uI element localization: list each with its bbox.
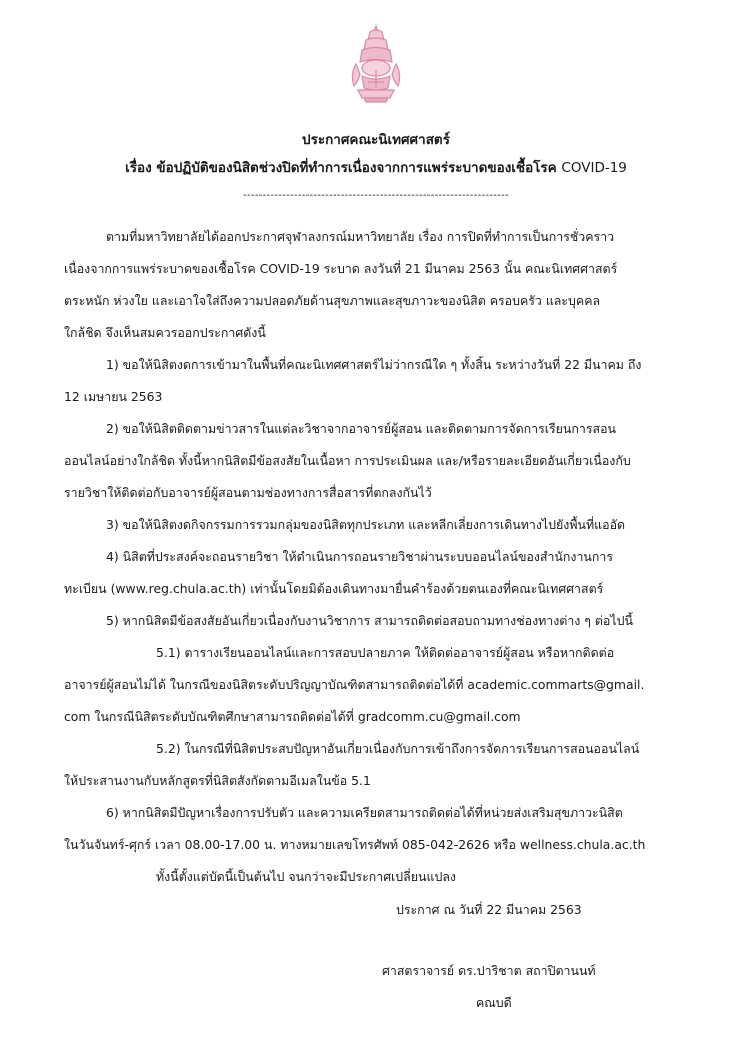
signer-name: ศาสตราจารย์ ดร.ปาริชาต สถาปิตานนท์ [382,963,596,978]
text-line: 2) ขอให้นิสิตติดตามข่าวสารในแต่ละวิชาจากอาจารย์ผู้สอน และติดตามการจัดการเรียนการสอน [106,421,616,436]
text-line: อาจารย์ผู้สอนไม่ได้ ในกรณีของนิสิตระดับปริญญาบัณฑิตสามารถติดต่อได้ที่ academic.commarts@gmail. [64,677,645,692]
text-line: 12 เมษายน 2563 [64,389,163,404]
divider: -------------------------------------------------------------------- [243,190,509,201]
text-line: ในวันจันทร์-ศุกร์ เวลา 08.00-17.00 น. ทางหมายเลขโทรศัพท์ 085-042-2626 หรือ wellness.chula.ac.th [64,837,646,852]
subject-thai: เรื่อง ข้อปฏิบัติของนิสิตช่วงปิดที่ทำการเนื่องจากการแพร่ระบาดของเชื้อโรค [125,160,557,176]
text-line: ทะเบียน (www.reg.chula.ac.th) เท่านั้นโดยมิต้องเดินทางมายื่นคำร้องด้วยตนเองที่คณะนิเทศศาสตร์ [64,581,604,596]
text-line: 5.2) ในกรณีที่นิสิตประสบปัญหาอันเกี่ยวเนื่องกับการเข้าถึงการจัดการเรียนการสอนออนไลน์ [156,741,640,756]
text-line: 4) นิสิตที่ประสงค์จะถอนรายวิชา ให้ดำเนินการถอนรายวิชาผ่านระบบออนไลน์ของสำนักงานการ [106,549,613,564]
text-line: 6) หากนิสิตมีปัญหาเรื่องการปรับตัว และความเครียดสามารถติดต่อได้ที่หน่วยส่งเสริมสุขภาวะนิสิต [106,805,623,820]
text-line: 1) ขอให้นิสิตงดการเข้ามาในพื้นที่คณะนิเทศศาสตร์ไม่ว่ากรณีใด ๆ ทั้งสิ้น ระหว่างวันที่ 22 มีนาคม ถึง [106,357,642,372]
text-line: ใกล้ชิด จึงเห็นสมควรออกประกาศดังนี้ [64,325,266,340]
text-line: เนื่องจากการแพร่ระบาดของเชื้อโรค COVID-19 ระบาด ลงวันที่ 21 มีนาคม 2563 นั้น คณะนิเทศศาสตร์ [64,261,618,276]
text-line: ตามที่มหาวิทยาลัยได้ออกประกาศจุฬาลงกรณ์มหาวิทยาลัย เรื่อง การปิดที่ทำการเป็นการชั่วคราว [106,229,615,244]
text-line: 5) หากนิสิตมีข้อสงสัยอันเกี่ยวเนื่องกับงานวิชาการ สามารถติดต่อสอบถามทางช่องทางต่าง ๆ ต่อไปนี้ [106,613,633,628]
text-line: รายวิชาให้ติดต่อกับอาจารย์ผู้สอนตามช่องทางการสื่อสารที่ตกลงกันไว้ [64,485,432,500]
announcement-title: ประกาศคณะนิเทศศาสตร์ [302,132,450,148]
text-line: com ในกรณีนิสิตระดับบัณฑิตศึกษาสามารถติดต่อได้ที่ gradcomm.cu@gmail.com [64,709,521,724]
announcement-date: ประกาศ ณ วันที่ 22 มีนาคม 2563 [396,902,582,917]
announcement-subject [0,156,752,178]
text-line: 5.1) ตารางเรียนออนไลน์และการสอบปลายภาค ให้ติดต่ออาจารย์ผู้สอน หรือหากติดต่อ [156,645,615,660]
signer-title: คณบดี [476,995,512,1010]
closing-line: ทั้งนี้ตั้งแต่บัดนี้เป็นต้นไป จนกว่าจะมีประกาศเปลี่ยนแปลง [156,869,456,884]
text-line: ตระหนัก ห่วงใย และเอาใจใส่ถึงความปลอดภัยด้านสุขภาพและสุขภาวะของนิสิต ครอบครัว และบุคคล [64,293,601,308]
chulalongkorn-seal-logo [344,24,408,104]
subject-en: COVID-19 [561,160,627,176]
text-line: 3) ขอให้นิสิตงดกิจกรรมการรวมกลุ่มของนิสิตทุกประเภท และหลีกเลี่ยงการเดินทางไปยังพื้นที่แออัด [106,517,626,532]
text-line: ออนไลน์อย่างใกล้ชิด ทั้งนี้หากนิสิตมีข้อสงสัยในเนื้อหา การประเมินผล และ/หรือรายละเอียดอันเกี่ยวเนื่องกับ [64,453,631,468]
text-line: ให้ประสานงานกับหลักสูตรที่นิสิตสังกัดตามอีเมลในข้อ 5.1 [64,773,371,788]
